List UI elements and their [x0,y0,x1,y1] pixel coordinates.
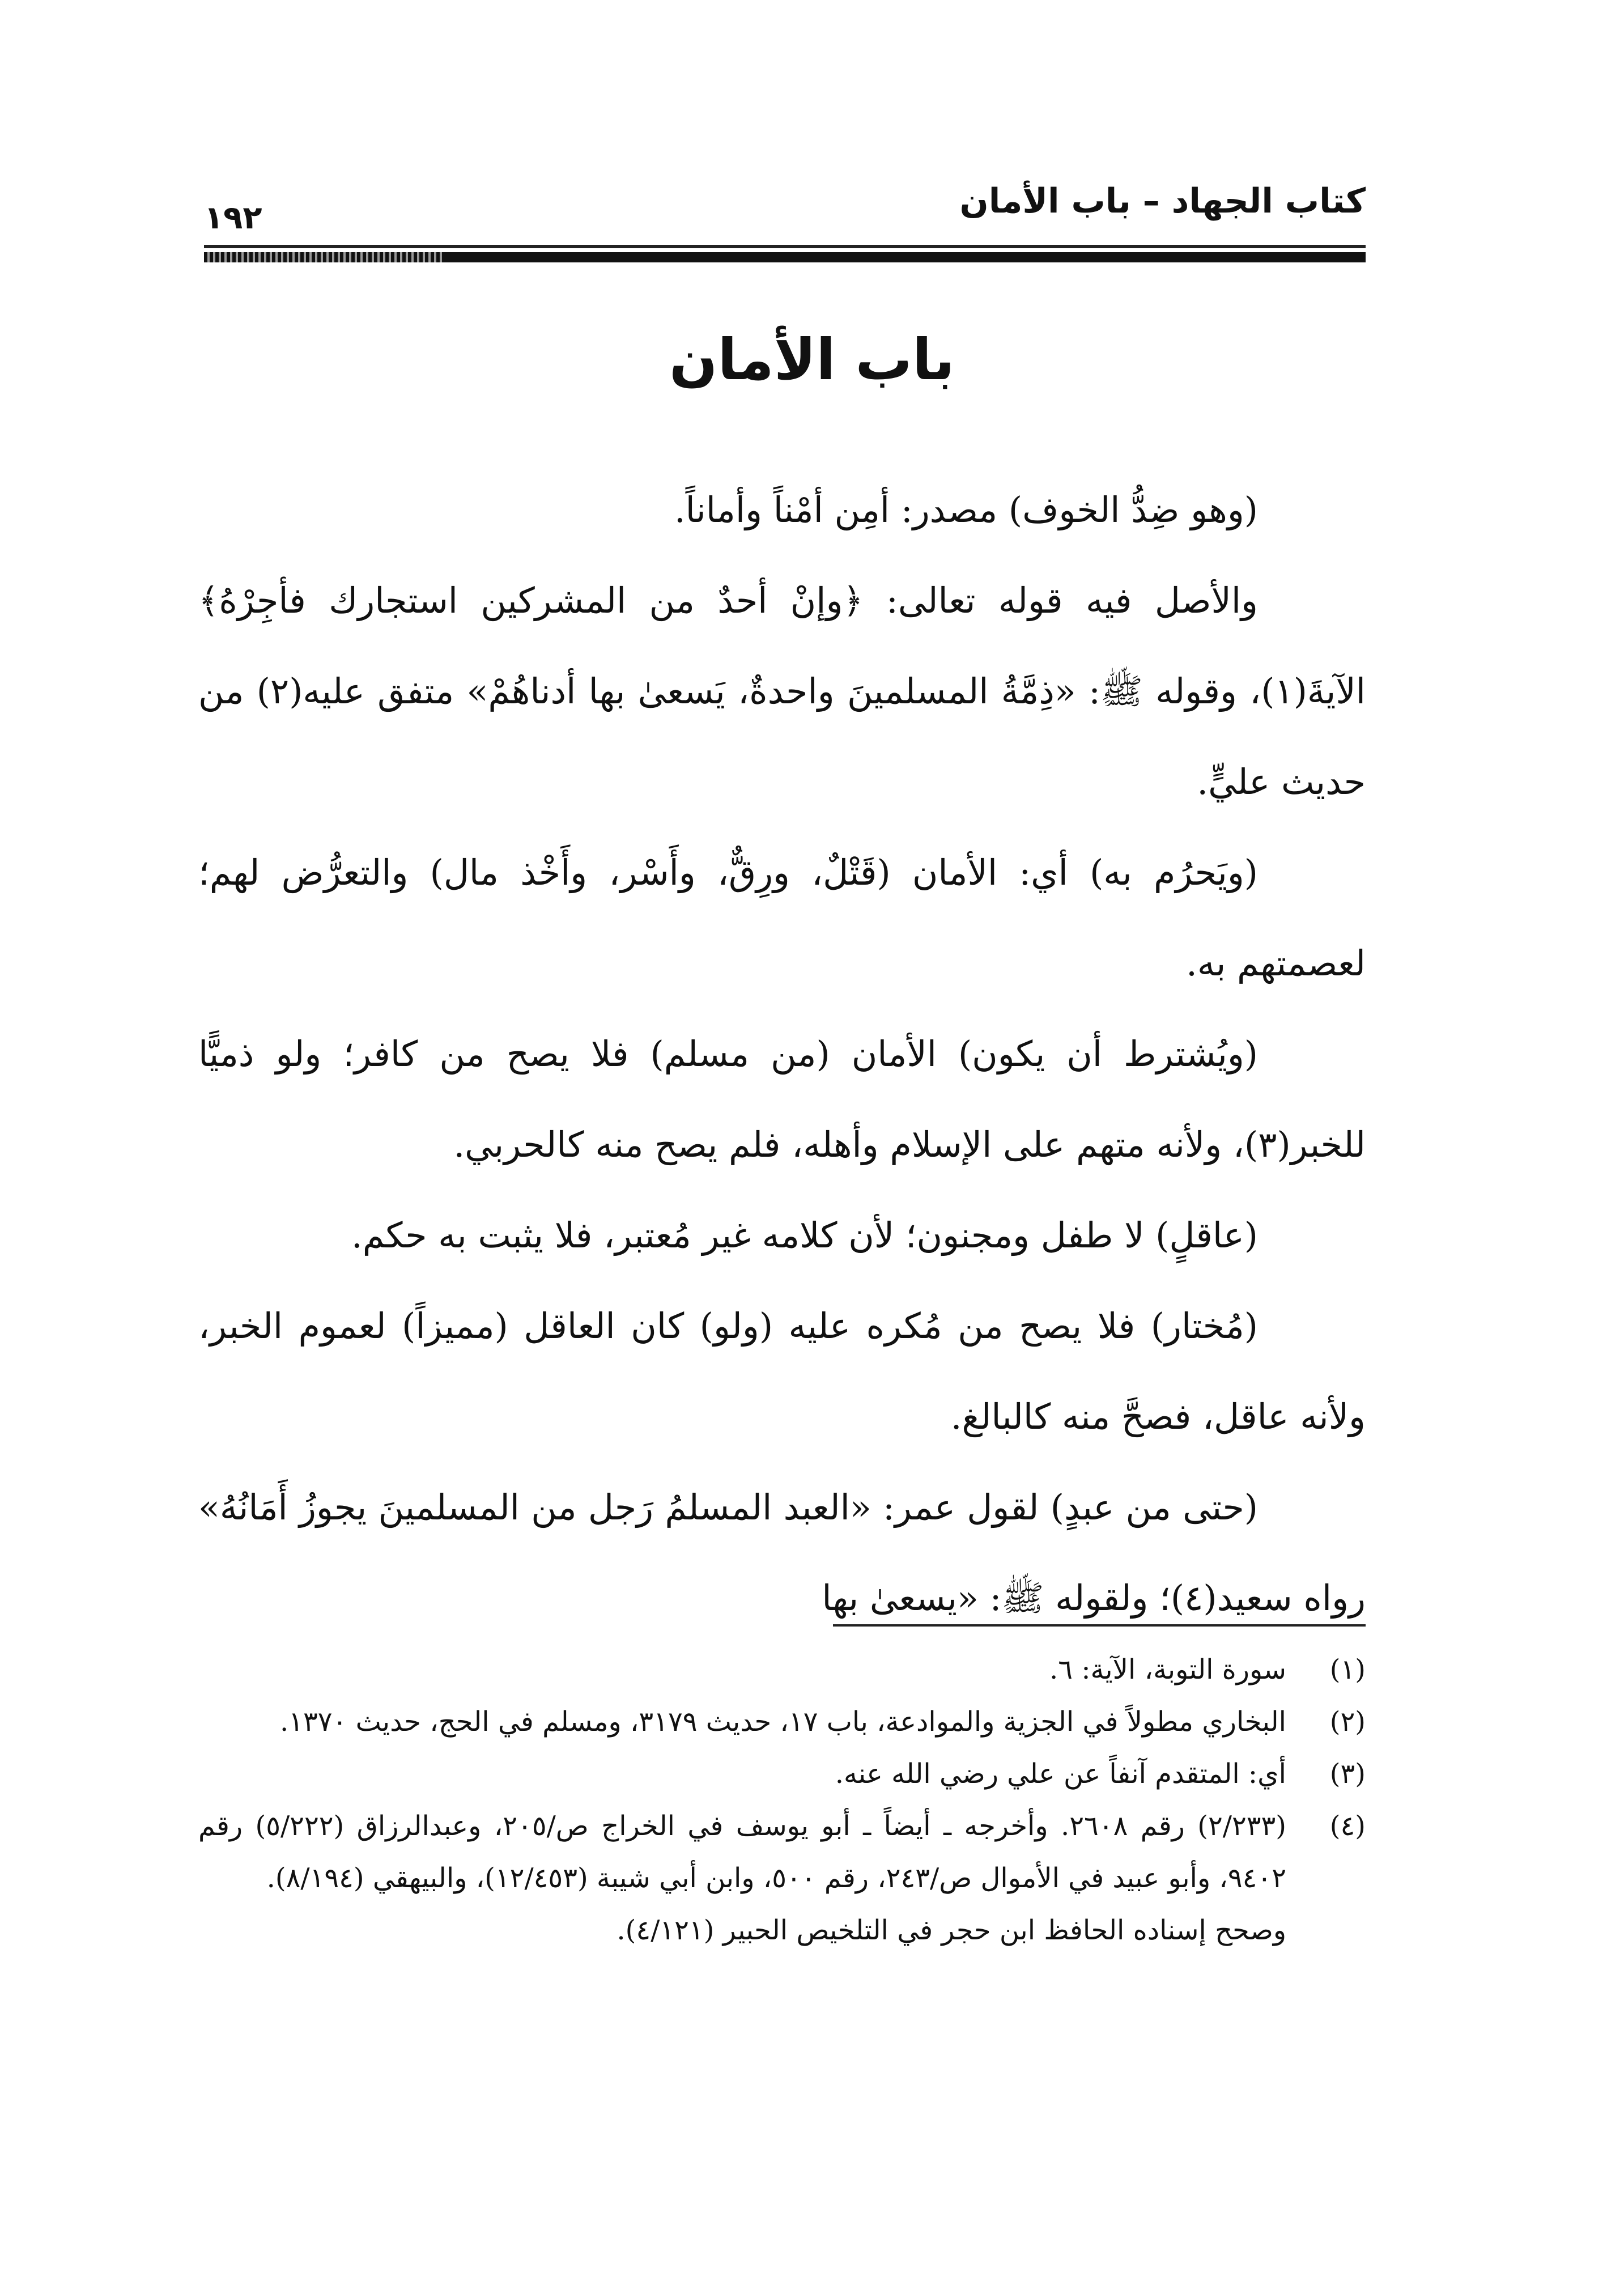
footnote-separator [833,1624,1366,1627]
footnote-number: (٤) [1329,1810,1366,1842]
running-header-title: كتاب الجهاد – باب الأمان [959,181,1366,221]
paragraph: (ويُشترط أن يكون) الأمان (من مسلم) فلا يصح من كافر؛ ولو ذميًّا للخبر(٣)، ولأنه متهم على الإسلام وأهله، فلم يصح منه كالحربي. [198,1033,1366,1165]
header-rule-thin [204,245,1366,248]
paragraph: (وهو ضِدُّ الخوف) مصدر: أمِن أمْناً وأماناً. [674,489,1258,530]
footnote [198,1748,1366,1800]
footnote-number: (١) [1329,1654,1366,1685]
footnote-text: وصحح إسناده الحافظ ابن حجر في التلخيص الحبير (٤/١٢١). [617,1914,1286,1946]
footnote [198,1644,1366,1696]
chapter-title: باب الأمان [669,326,955,393]
paragraph: والأصل فيه قوله تعالى: ﴿وإنْ أحدٌ من المشركين استجارك فأجِرْهُ﴾ الآيةَ(١)، وقوله ﷺ: «ذِمَّةُ المسلمينَ واحدةٌ، يَسعىٰ بها أدناهُمْ» متفق عليه(٢) من حديث عليٍّ. [198,580,1366,802]
header-rule-texture [204,252,442,262]
page-number: ١٩٢ [204,199,262,236]
footnote-number: (٢) [1329,1706,1366,1738]
footnote-number: (٣) [1329,1758,1366,1790]
paragraph: (عاقلٍ) لا طفل ومجنون؛ لأن كلامه غير مُعتبر، فلا يثبت به حكم. [351,1215,1258,1256]
footnote-text: البخاري مطولاً في الجزية والموادعة، باب ١٧، حديث ٣١٧٩، ومسلم في الحج، حديث ١٣٧٠. [279,1706,1286,1738]
footnote-text: (٢/٢٣٣) رقم ٢٦٠٨. وأخرجه ـ أيضاً ـ أبو يوسف في الخراج ص/٢٠٥، وعبدالرزاق (٥/٢٢٢) رقم ٩٤٠٢، وأبو عبيد في الأموال ص/٢٤٣، رقم ٥٠٠، وابن أبي شيبة (١٢/٤٥٣)، والبيهقي (٨/١٩٤). [198,1810,1287,1894]
footnote-text: أي: المتقدم آنفاً عن علي رضي الله عنه. [835,1758,1286,1790]
paragraph: (ويَحرُم به) أي: الأمان (قَتْلٌ، ورِقٌّ، وأَسْر، وأَخْذ مال) والتعرُّض لهم؛ لعصمتهم به. [198,852,1366,984]
paragraph: (حتى من عبدٍ) لقول عمر: «العبد المسلمُ رَجل من المسلمينَ يجوزُ أَمَانُهُ» رواه سعيد(٤)؛ ولقوله ﷺ: «يسعىٰ بها [198,1487,1366,1619]
footnote-continuation [198,1904,1366,1956]
footnote [198,1800,1366,1904]
footnote-text: سورة التوبة، الآية: ٦. [1049,1654,1286,1685]
footnote [198,1696,1366,1748]
paragraph: (مُختار) فلا يصح من مُكره عليه (ولو) كان العاقل (مميزاً) لعموم الخبر، ولأنه عاقل، فصحَّ منه كالبالغ. [198,1305,1366,1437]
footnotes [198,1644,1366,1956]
body-text [198,465,1366,1644]
